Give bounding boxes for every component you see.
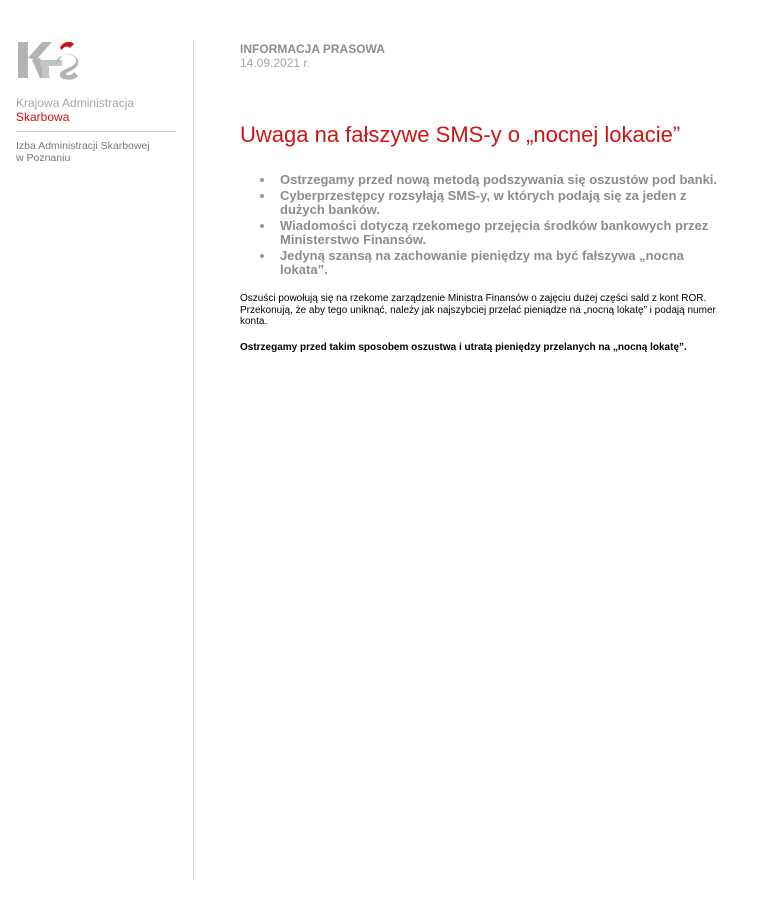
- list-item-text: Jedyną szansą na zachowanie pieniędzy ma być fałszywa „nocna lokata”.: [280, 248, 684, 277]
- page-title: Uwaga na fałszywe SMS-y o „nocnej lokacie”: [240, 122, 681, 147]
- main-content: [240, 42, 740, 353]
- list-item-text: Wiadomości dotyczą rzekomego przejęcia środków bankowych przez Ministerstwo Finansów.: [280, 218, 709, 247]
- bullet-icon: [260, 178, 264, 182]
- unit-line2: w Poznaniu: [16, 152, 71, 164]
- list-item-text: Ostrzegamy przed nową metodą podszywania się oszustów pod banki.: [280, 172, 718, 187]
- list-item-text: Cyberprzestępcy rozsyłają SMS-y, w których podają się za jeden z dużych banków.: [280, 188, 687, 217]
- summary-list: [240, 173, 730, 277]
- release-date: 14.09.2021 r.: [240, 56, 311, 70]
- kas-logo: [16, 38, 80, 86]
- list-item: [260, 219, 730, 247]
- vertical-divider: [193, 40, 194, 880]
- org-name-line2: Skarbowa: [16, 110, 70, 124]
- bullet-icon: [260, 254, 264, 258]
- body-paragraph: Oszuści powołują się na rzekome zarządzenie Ministra Finansów o zajęciu dużej części sald z kont ROR. Przekonują, że aby tego uniknąć, należy jak najszybciej przelać pieniądze na „nocną lokatę” i podają numer konta.: [240, 293, 716, 327]
- warning-paragraph: Ostrzegamy przed takim sposobem oszustwa i utratą pieniędzy przelanych na „nocną lokatę”.: [240, 341, 687, 353]
- unit-line1: Izba Administracji Skarbowej: [16, 140, 150, 152]
- list-item: [260, 173, 730, 187]
- kas-logo-graphic: [16, 38, 80, 86]
- bullet-icon: [260, 224, 264, 228]
- bullet-icon: [260, 194, 264, 198]
- org-name-line1: Krajowa Administracja: [16, 96, 135, 110]
- sidebar: [16, 38, 176, 164]
- list-item: [260, 249, 730, 277]
- list-item: [260, 189, 730, 217]
- sidebar-divider: [16, 131, 176, 132]
- press-release-label: INFORMACJA PRASOWA: [240, 42, 385, 56]
